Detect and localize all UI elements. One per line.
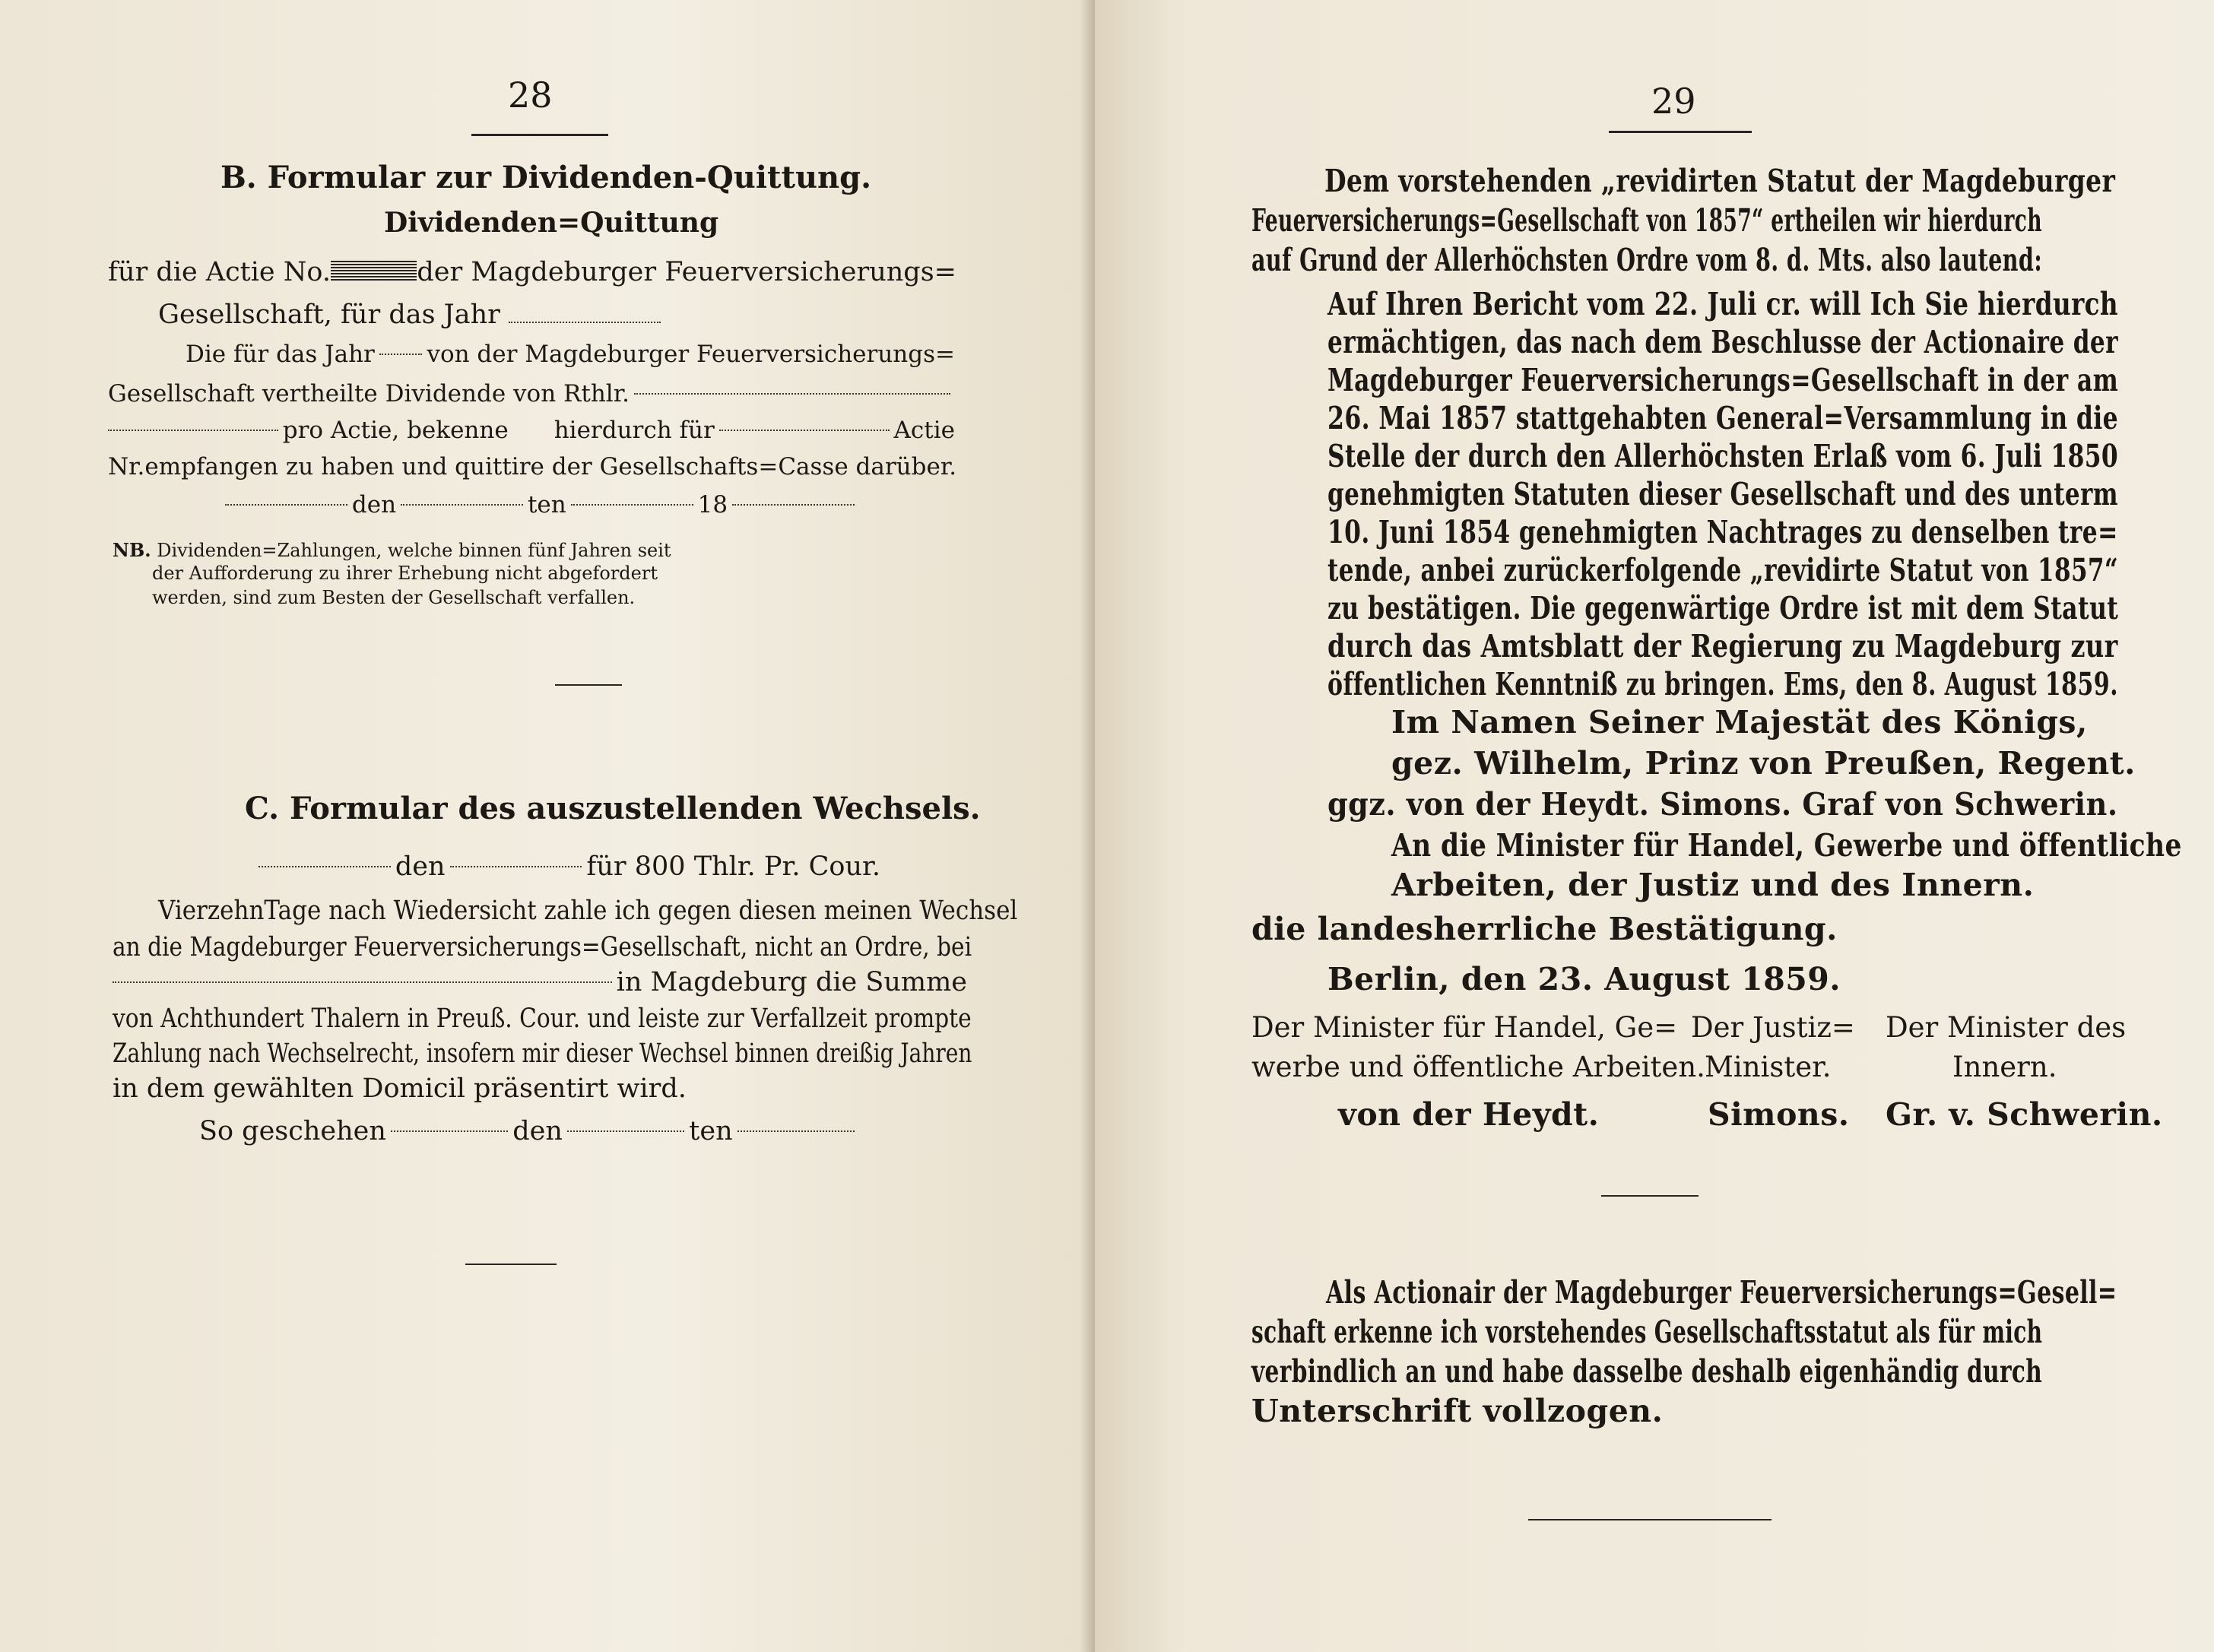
bill-sig-fill-3 xyxy=(737,1130,855,1132)
receipt-p1-a: Die für das Jahr xyxy=(186,341,375,368)
order-line-4: 26. Mai 1857 stattgehabten General=Versammlung in die xyxy=(1327,400,2119,436)
bill-sig-den: den xyxy=(512,1116,563,1146)
receipt-line-2-text: Gesellschaft, für das Jahr xyxy=(158,300,500,330)
left-page-number: 28 xyxy=(508,75,553,116)
left-page xyxy=(0,0,1095,1652)
nb-line-3: werden, sind zum Besten der Gesellschaft verfallen. xyxy=(152,587,636,608)
date-den: den xyxy=(351,491,397,518)
date-fill-1 xyxy=(225,504,347,506)
nb-line-1: Dividenden=Zahlungen, welche binnen fünf Jahren seit xyxy=(157,540,671,561)
order-line-2: ermächtigen, das nach dem Beschlusse der Actionaire der xyxy=(1327,324,2118,360)
receipt-p3 xyxy=(108,417,955,444)
date-fill-3 xyxy=(571,504,693,506)
section-c-title: C. Formular des auszustellenden Wechsels. xyxy=(245,791,981,826)
minister-2-name: Simons. xyxy=(1708,1096,1850,1133)
bill-p3-fill xyxy=(113,981,612,983)
minister-2-title-2: Minister. xyxy=(1705,1051,1832,1083)
receipt-p3-b: hierdurch für xyxy=(554,417,715,444)
bill-sig-ten: ten xyxy=(689,1116,733,1146)
right-page-number-rule xyxy=(1609,131,1752,133)
declaration-line-1: Als Actionair der Magdeburger Feuerversicherungs=Gesell= xyxy=(1326,1274,2117,1311)
receipt-p1-fill xyxy=(379,354,423,355)
ggz-line: ggz. von der Heydt. Simons. Graf von Schwerin. xyxy=(1327,786,2118,823)
minister-2-title-1: Der Justiz= xyxy=(1691,1011,1855,1044)
receipt-p3-fill-2 xyxy=(719,430,890,431)
declaration-line-4: Unterschrift vollzogen. xyxy=(1251,1393,1664,1429)
receipt-title: Dividenden=Quittung xyxy=(384,207,719,239)
order-line-7: 10. Juni 1854 genehmigten Nachtrages zu denselben tre= xyxy=(1327,514,2118,550)
bill-sig-fill-1 xyxy=(391,1130,508,1132)
bill-p3 xyxy=(113,967,967,997)
bill-p1-a: Vierzehn xyxy=(158,896,265,926)
signed-line: gez. Wilhelm, Prinz von Preußen, Regent. xyxy=(1391,745,2136,782)
bill-p6: in dem gewählten Domicil präsentirt wird. xyxy=(113,1073,687,1104)
minister-3-title-2: Innern. xyxy=(1952,1051,2057,1083)
bill-signature-line xyxy=(199,1116,855,1146)
receipt-p3-c: Actie xyxy=(893,417,956,444)
declaration-line-3: verbindlich an und habe dasselbe deshalb eigenhändig durch xyxy=(1251,1353,2043,1390)
section-b-title: B. Formular zur Dividenden-Quittung. xyxy=(220,160,871,195)
intro-line-3: auf Grund der Allerhöchsten Ordre vom 8. d. Mts. also lautend: xyxy=(1251,242,2043,278)
minister-1-name: von der Heydt. xyxy=(1338,1096,1600,1133)
bill-sig-fill-2 xyxy=(567,1130,684,1132)
bill-date-fill xyxy=(259,866,391,867)
date-year: 18 xyxy=(697,491,728,518)
minister-3-title-1: Der Minister des xyxy=(1886,1011,2127,1044)
order-line-5: Stelle der durch den Allerhöchsten Erlaß vom 6. Juli 1850 xyxy=(1327,438,2119,474)
receipt-p2-fill xyxy=(634,393,950,395)
right-page-number: 29 xyxy=(1651,81,1696,122)
bill-den: den xyxy=(395,851,446,882)
receipt-line-1-a: für die Actie No. xyxy=(108,257,331,287)
declaration-line-2: schaft erkenne ich vorstehendes Gesellschaftsstatut als für mich xyxy=(1251,1314,2043,1350)
order-line-10: durch das Amtsblatt der Regierung zu Magdeburg zur xyxy=(1327,628,2118,664)
bill-sig-a: So geschehen xyxy=(199,1116,386,1146)
receipt-line-2 xyxy=(158,300,661,330)
bill-p2-a: an die Magdeburger Feuerversicherungs=Gesellschaft, nicht an Ordre, bei xyxy=(113,932,972,962)
receipt-p2 xyxy=(108,380,955,407)
receipt-p4-a: Nr. xyxy=(108,453,145,480)
bill-p4: von Achthundert Thalern in Preuß. Cour. und leiste zur Verfallzeit prompte xyxy=(113,1004,972,1034)
order-line-1: Auf Ihren Bericht vom 22. Juli cr. will Ich Sie hierdurch xyxy=(1327,286,2119,322)
receipt-p2-text: Gesellschaft vertheilte Dividende von Rthlr. xyxy=(108,380,630,407)
order-line-11: öffentlichen Kenntniß zu bringen. Ems, den 8. August 1859. xyxy=(1327,666,2118,702)
receipt-p1-b: von der Magdeburger Feuerversicherungs= xyxy=(427,341,955,368)
date-fill-4 xyxy=(732,504,855,506)
bill-p1-b: Tage nach Wiedersicht zahle ich gegen diesen meinen Wechsel xyxy=(264,896,1018,926)
bill-p3-text: in Magdeburg die Summe xyxy=(616,967,967,997)
left-divider-2 xyxy=(465,1264,557,1265)
intro-line-1: Dem vorstehenden „revidirten Statut der Magdeburger xyxy=(1324,163,2116,199)
confirmation-line: die landesherrliche Bestätigung. xyxy=(1251,911,1838,947)
receipt-p3-a: pro Actie, bekenne xyxy=(282,417,509,444)
receipt-line-1 xyxy=(108,257,956,287)
intro-line-2: Feuerversicherungs=Gesellschaft von 1857“ ertheilen wir hierdurch xyxy=(1251,202,2042,239)
place-date-line: Berlin, den 23. August 1859. xyxy=(1327,961,1841,997)
right-divider-2 xyxy=(1528,1519,1772,1520)
bill-p2 xyxy=(113,932,972,962)
addressees-line-1: An die Minister für Handel, Gewerbe und öffentliche xyxy=(1391,827,2182,864)
nb-note xyxy=(113,538,671,563)
order-line-9: zu bestätigen. Die gegenwärtige Ordre ist mit dem Statut xyxy=(1327,590,2119,626)
order-line-6: genehmigten Statuten dieser Gesellschaft und des unterm xyxy=(1327,476,2118,512)
left-page-number-rule xyxy=(471,134,608,136)
majesty-line: Im Namen Seiner Majestät des Königs, xyxy=(1391,704,2088,740)
order-line-8: tende, anbei zurückerfolgende „revidirte Statut von 1857“ xyxy=(1327,552,2119,588)
receipt-p4 xyxy=(108,453,955,480)
nb-line-2: der Aufforderung zu ihrer Erhebung nicht abgefordert xyxy=(152,563,658,584)
order-line-3: Magdeburger Feuerversicherungs=Gesellschaft in der am xyxy=(1327,362,2119,398)
receipt-p3-fill-1 xyxy=(108,430,278,431)
receipt-date-line xyxy=(225,491,855,518)
right-page xyxy=(1095,0,2214,1652)
share-number-bar xyxy=(331,261,417,281)
year-fill xyxy=(509,322,661,323)
date-ten: ten xyxy=(527,491,566,518)
left-divider-1 xyxy=(555,684,622,686)
bill-p5: Zahlung nach Wechselrecht, insofern mir dieser Wechsel binnen dreißig Jahren xyxy=(113,1038,972,1069)
bill-p1 xyxy=(158,896,1018,926)
right-divider-1 xyxy=(1601,1195,1699,1197)
minister-1-title-1: Der Minister für Handel, Ge= xyxy=(1251,1011,1678,1044)
date-fill-2 xyxy=(401,504,523,506)
nb-label: NB. xyxy=(113,539,151,561)
bill-den-fill xyxy=(450,866,582,867)
receipt-p1 xyxy=(186,341,955,368)
bill-date-line xyxy=(259,851,880,882)
receipt-p4-b: empfangen zu haben und quittire der Gesellschafts=Casse darüber. xyxy=(144,453,957,480)
minister-3-name: Gr. v. Schwerin. xyxy=(1886,1096,2163,1133)
addressees-line-2: Arbeiten, der Justiz und des Innern. xyxy=(1391,867,2035,903)
receipt-line-1-b: der Magdeburger Feuerversicherungs= xyxy=(417,257,956,287)
minister-1-title-2: werbe und öffentliche Arbeiten. xyxy=(1251,1051,1705,1083)
bill-amount: für 800 Thlr. Pr. Cour. xyxy=(586,851,881,882)
